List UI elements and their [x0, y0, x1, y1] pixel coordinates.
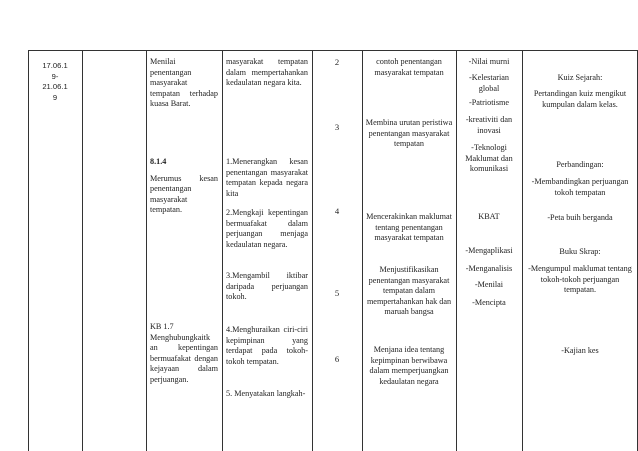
activity-item: [525, 247, 635, 258]
column-divider: [222, 50, 223, 451]
activity-item: [525, 160, 635, 171]
value-item: [458, 298, 520, 309]
criteria-item: [226, 325, 308, 367]
objective-text: Merumus kesan penentangan masyarakat tempatan.: [150, 173, 218, 215]
value-text: -Mencipta: [472, 298, 506, 307]
criteria-text: masyarakat tempatan dalam mempertahankan kedaulatan negara kita.: [226, 57, 308, 88]
criteria-text: 1.Menerangkan kesan penentangan masyarakat tempatan kepada negara kita: [226, 157, 308, 198]
activity-text: Pertandingan kuiz mengikut kumpulan dalam kelas.: [533, 89, 627, 109]
activity-item: [525, 177, 635, 198]
column-divider: [28, 50, 29, 451]
week-date: [30, 61, 80, 103]
criteria-item: [226, 271, 308, 303]
criteria-text: 3.Mengambil iktibar daripada perjuangan tokoh.: [226, 271, 308, 302]
value-item: [458, 73, 520, 94]
column-divider: [522, 50, 523, 451]
objective-code: 8.1.4: [150, 157, 167, 166]
evidence-text: Mencerakinkan maklumat tentang penentangan masyarakat tempatan: [366, 212, 452, 243]
value-item: [458, 98, 520, 109]
week-date-text: 17.06.1 9- 21.06.1 9: [42, 61, 68, 102]
band-level-text: 4: [334, 206, 340, 216]
evidence-item: [365, 118, 453, 150]
criteria-text: 2.Mengkaji kepentingan bermuafakat dalam perjuangan menjaga kedaulatan negara.: [226, 208, 308, 249]
band-level: [314, 206, 360, 217]
objective-item: [150, 322, 218, 386]
column-divider: [312, 50, 313, 451]
value-text: -Mengaplikasi: [465, 246, 513, 255]
activity-text: -Kajian kes: [561, 346, 599, 355]
band-level-text: 6: [334, 354, 340, 364]
activity-text: Kuiz Sejarah:: [557, 73, 603, 82]
criteria-item: [226, 157, 308, 199]
value-text: -Kelestarian global: [468, 73, 509, 93]
criteria-item: [226, 208, 308, 250]
criteria-item: [226, 389, 308, 400]
table-top-border: [28, 50, 638, 51]
value-text: -Nilai murni: [468, 57, 510, 66]
activity-item: [525, 73, 635, 84]
value-text: -Menganalisis: [465, 264, 513, 273]
value-item: [458, 143, 520, 175]
activity-text: Perbandingan:: [556, 160, 604, 169]
band-level: [314, 57, 360, 68]
activity-text: -Membandingkan perjuangan tokoh tempatan: [531, 177, 629, 197]
value-item: [458, 212, 520, 223]
value-item: [458, 57, 520, 68]
evidence-item: [365, 345, 453, 387]
evidence-text: Membina urutan peristiwa penentangan masyarakat tempatan: [365, 118, 453, 149]
band-level-text: 3: [334, 122, 340, 132]
objective-text: Menilai penentangan masyarakat tempatan terhadap kuasa Barat.: [150, 57, 218, 109]
activity-item: [525, 89, 635, 110]
value-text: -Teknologi Maklumat dan komunikasi: [465, 143, 513, 174]
objective-item: [150, 57, 218, 110]
value-text: KBAT: [478, 212, 500, 221]
value-text: -Patriotisme: [468, 98, 510, 107]
value-item: [458, 264, 520, 275]
value-text: -Menilai: [474, 280, 504, 289]
value-item: [458, 115, 520, 136]
objective-item: [150, 157, 218, 216]
evidence-item: [363, 265, 455, 318]
column-divider: [456, 50, 457, 451]
band-level: [314, 122, 360, 133]
activity-text: -Mengumpul maklumat tentang tokoh-tokoh perjuangan tempatan.: [528, 264, 632, 295]
activity-item: [525, 213, 635, 224]
value-item: [458, 280, 520, 291]
activity-text: Buku Skrap:: [559, 247, 601, 256]
band-level-text: 2: [334, 57, 340, 67]
evidence-text: Menjana idea tentang kepimpinan berwibawa dalam memperjuangkan kedaulatan negara: [369, 345, 449, 386]
criteria-item: [226, 57, 308, 89]
activity-text: -Peta buih berganda: [547, 213, 613, 222]
criteria-text: 5. Menyatakan langkah-: [226, 389, 306, 398]
criteria-text: 4.Menghuraikan ciri-ciri kepimpinan yang terdapat pada tokoh-tokoh tempatan.: [226, 325, 308, 366]
objective-text: KB 1.7 Menghubungkaitk an kepentingan bermuafakat dengan kejayaan dalam perjuangan.: [150, 322, 218, 384]
evidence-item: [365, 57, 453, 78]
evidence-item: [365, 212, 453, 244]
activity-item: [525, 346, 635, 357]
activity-item: [525, 264, 635, 296]
column-divider: [146, 50, 147, 451]
column-divider: [82, 50, 83, 451]
band-level-text: 5: [334, 288, 340, 298]
evidence-text: contoh penentangan masyarakat tempatan: [374, 57, 444, 77]
evidence-text: Menjustifikasikan penentangan masyarakat tempatan dalam mempertahankan hak dan maruah bangsa: [366, 265, 452, 317]
value-text: -kreativiti dan inovasi: [465, 115, 513, 135]
column-divider: [362, 50, 363, 451]
value-item: [458, 246, 520, 257]
band-level: [314, 354, 360, 365]
band-level: [314, 288, 360, 299]
